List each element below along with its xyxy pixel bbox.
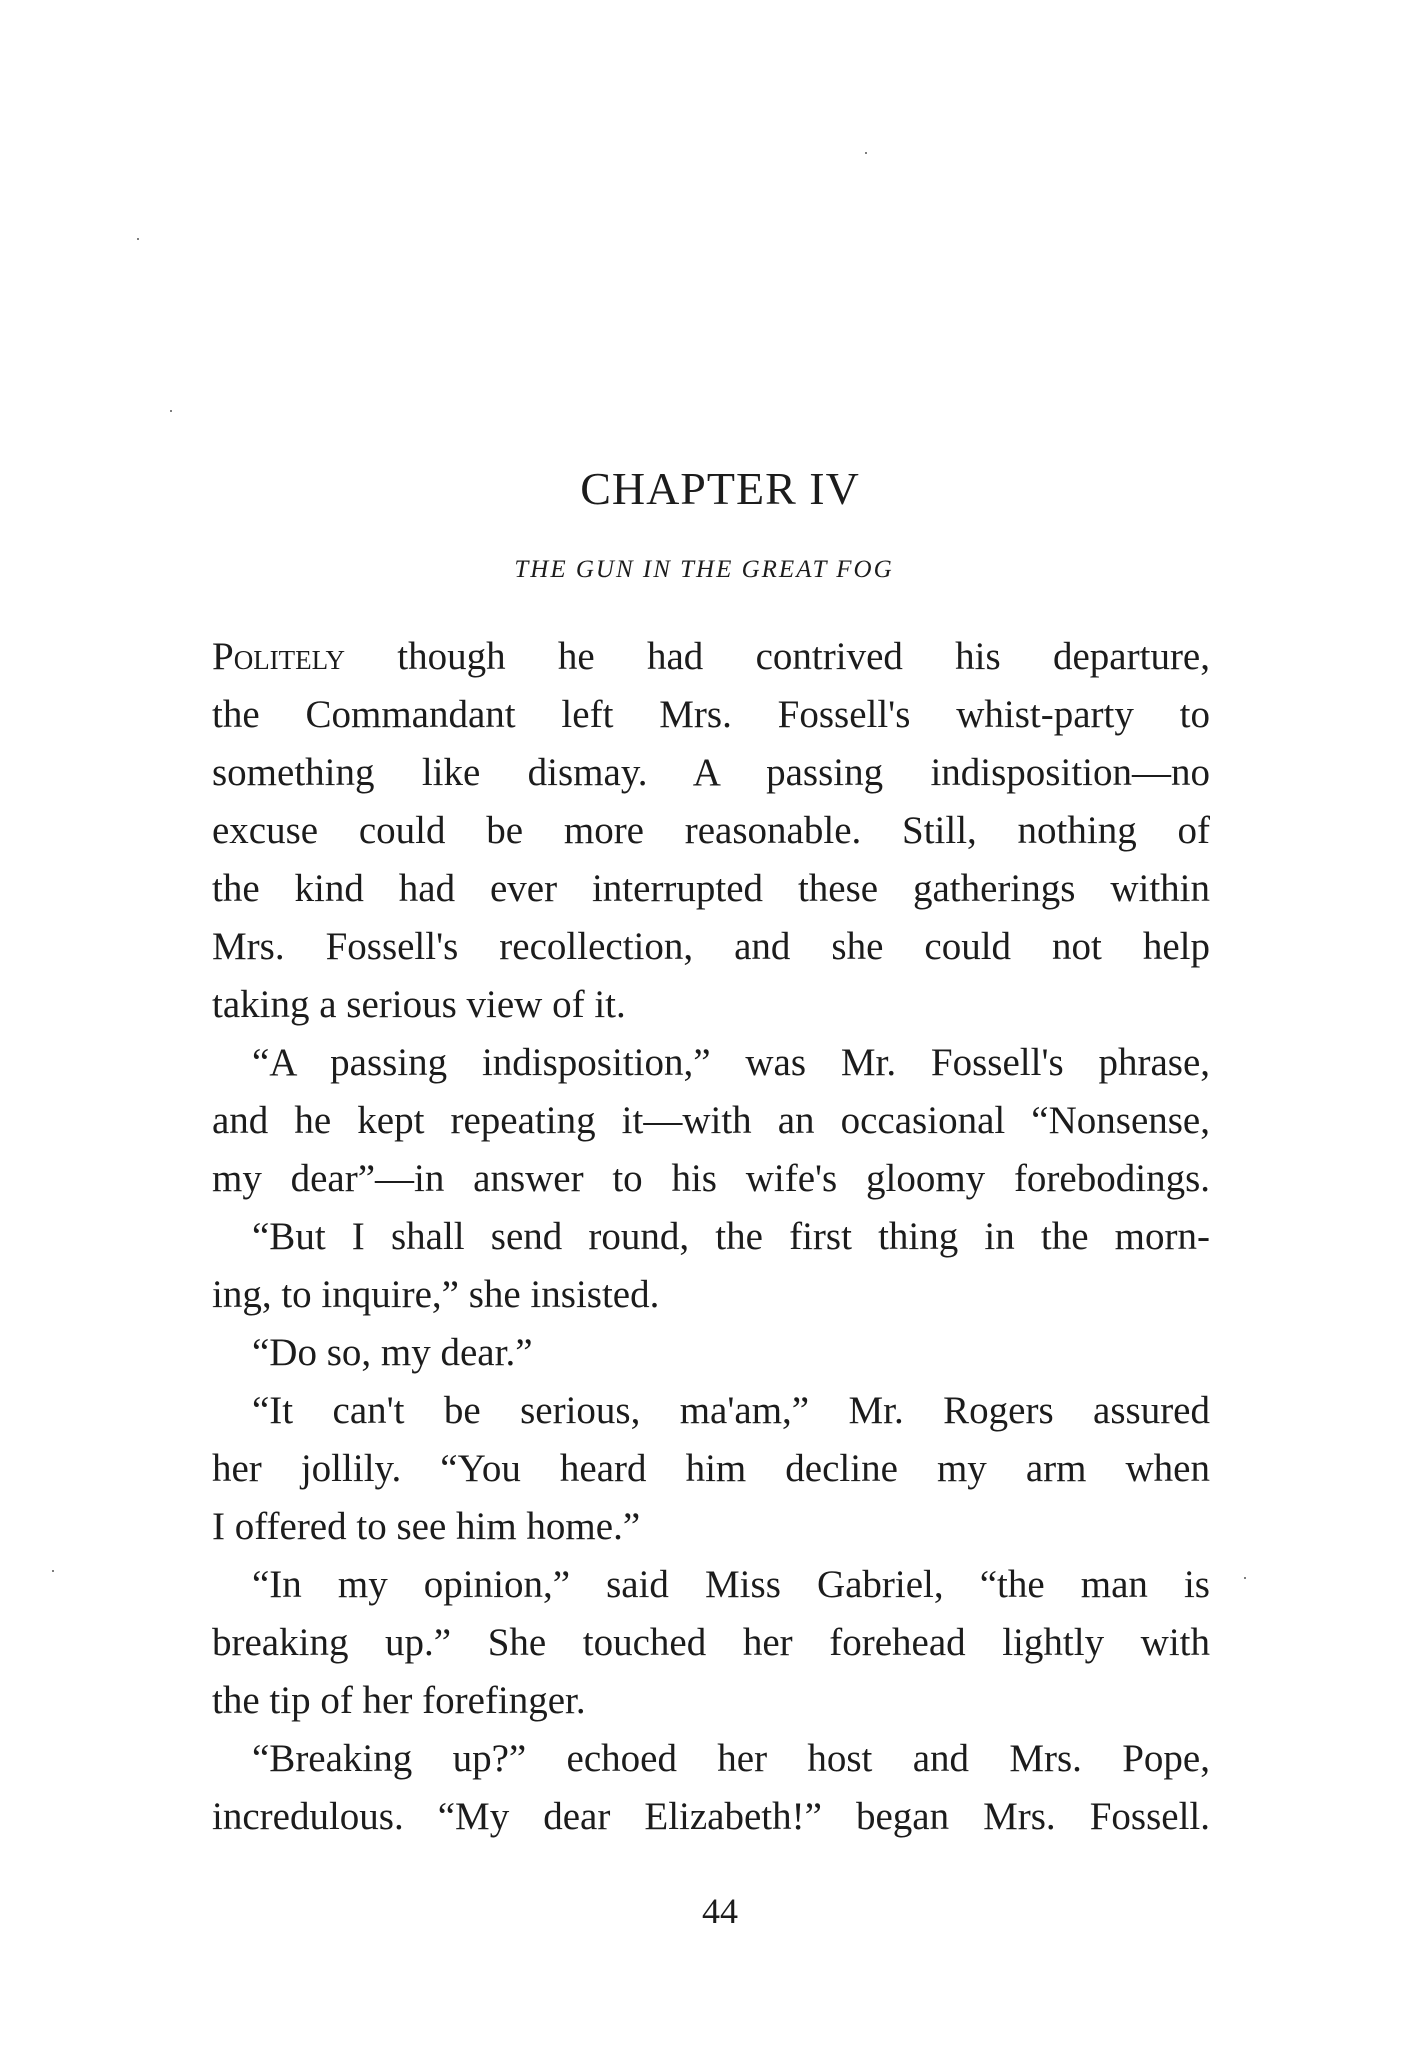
text-line: her jollily. “You heard him decline my arm when — [212, 1447, 1210, 1490]
text-line: incredulous. “My dear Elizabeth!” began Mrs. Fossell. — [212, 1795, 1210, 1838]
page-number: 44 — [702, 1891, 738, 1931]
text-line: “Do so, my dear.” — [252, 1331, 533, 1374]
chapter-title: CHAPTER IV — [580, 463, 860, 514]
text-line: excuse could be more reasonable. Still, nothing of — [212, 809, 1210, 852]
text-line: “In my opinion,” said Miss Gabriel, “the man is — [252, 1563, 1210, 1606]
text-line-content: though he had contrived his departure, — [344, 635, 1210, 678]
opening-word: Politely — [212, 635, 345, 678]
text-line: the tip of her forefinger. — [212, 1679, 586, 1722]
text-line: ing, to inquire,” she insisted. — [212, 1273, 660, 1316]
text-line: Mrs. Fossell's recollection, and she could not help — [212, 925, 1210, 968]
paper-speck — [170, 410, 172, 412]
text-line: breaking up.” She touched her forehead lightly with — [212, 1621, 1210, 1664]
text-line: “It can't be serious, ma'am,” Mr. Rogers assured — [252, 1389, 1210, 1432]
text-line: “But I shall send round, the first thing in the morn- — [252, 1215, 1210, 1258]
body-text — [212, 628, 1210, 1846]
text-line: “A passing indisposition,” was Mr. Fossell's phrase, — [252, 1041, 1210, 1084]
text-line — [212, 628, 1210, 686]
text-line: the kind had ever interrupted these gatherings within — [212, 867, 1210, 910]
text-line: and he kept repeating it—with an occasional “Nonsense, — [212, 1099, 1210, 1142]
chapter-subtitle: THE GUN IN THE GREAT FOG — [514, 556, 894, 583]
text-line: taking a serious view of it. — [212, 983, 626, 1026]
paper-speck — [137, 238, 139, 240]
text-line: the Commandant left Mrs. Fossell's whist-party to — [212, 693, 1210, 736]
text-line: something like dismay. A passing indisposition—no — [212, 751, 1210, 794]
paper-speck — [1244, 1577, 1246, 1579]
paper-speck — [52, 1570, 54, 1572]
paper-speck — [865, 152, 867, 154]
text-line: I offered to see him home.” — [212, 1505, 641, 1548]
text-line: “Breaking up?” echoed her host and Mrs. Pope, — [252, 1737, 1210, 1780]
text-line: my dear”—in answer to his wife's gloomy forebodings. — [212, 1157, 1210, 1200]
